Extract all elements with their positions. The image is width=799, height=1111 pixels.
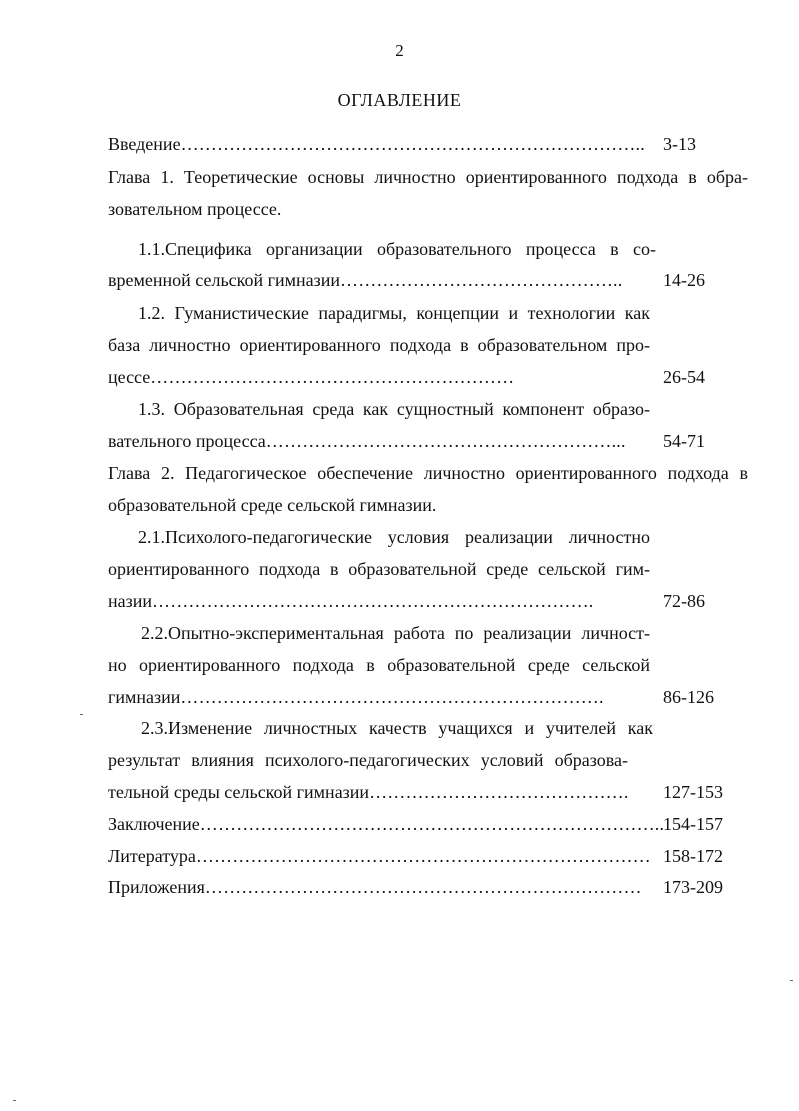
toc-entry-label: назии: [108, 591, 152, 611]
toc-entry-label: цессе: [108, 367, 151, 387]
toc-page-range: 154-157: [663, 814, 723, 834]
toc-page-range: 14-26: [663, 270, 705, 290]
toc-leader-dots: ……………………………………………………………….: [152, 591, 594, 611]
toc-leader-dots: ……………………………………………………: [150, 367, 515, 387]
toc-leader-dots: …………………………………………………………………..: [199, 814, 665, 834]
toc-page-range: 127-153: [663, 782, 723, 802]
toc-title: ОГЛАВЛЕНИЕ: [337, 90, 462, 110]
toc-entry-label: временной сельской гимназии: [108, 270, 341, 290]
page-number: 2: [395, 41, 404, 60]
toc-entry-label: Приложения: [108, 877, 205, 897]
section-2-2-line-1: 2.2.Опытно-экспериментальная работа по реализации личност-: [141, 623, 650, 643]
section-2-1-line-3: [108, 590, 594, 612]
scan-mark: [80, 714, 83, 715]
chapter-2-line-1: Глава 2. Педагогическое обеспечение личностно ориентированного подхода в: [108, 463, 748, 483]
toc-entry-label: Литература: [108, 846, 196, 866]
toc-page-range: 72-86: [663, 591, 705, 611]
scan-mark: [13, 1100, 16, 1101]
toc-page-range: 54-71: [663, 431, 705, 451]
section-2-2-line-2: но ориентированного подхода в образовательной среде сельской: [108, 655, 650, 675]
toc-leader-dots: …………………………………………………...: [265, 431, 626, 451]
section-1-2-line-3: [108, 366, 514, 388]
toc-entry-label: Заключение: [108, 814, 200, 834]
section-1-1-line-2: [108, 269, 622, 291]
section-2-3-line-1: 2.3.Изменение личностных качеств учащихся и учителей как: [141, 718, 653, 738]
toc-leader-dots: ………………………………………..: [340, 270, 623, 290]
section-2-3-line-2: результат влияния психолого-педагогических условий образова-: [108, 750, 628, 770]
toc-entry-label: Введение: [108, 134, 181, 154]
section-1-3-line-2: [108, 430, 626, 452]
section-2-1-line-1: 2.1.Психолого-педагогические условия реализации личностно: [138, 527, 650, 547]
toc-entry-literature: [108, 845, 651, 867]
toc-leader-dots: ………………………………………………………………: [204, 877, 642, 897]
section-2-1-line-2: ориентированного подхода в образовательной среде сельской гим-: [108, 559, 650, 579]
toc-page-range: 3-13: [663, 134, 696, 154]
scan-mark: [790, 980, 793, 981]
toc-leader-dots: …………………………………………………………….: [180, 687, 604, 707]
section-1-2-line-1: 1.2. Гуманистические парадигмы, концепции и технологии как: [138, 303, 650, 323]
toc-entry-label: вательного процесса: [108, 431, 266, 451]
chapter-1-line-2: зовательном процессе.: [108, 199, 282, 219]
section-1-2-line-2: база личностно ориентированного подхода в образовательном про-: [108, 335, 650, 355]
toc-page-range: 26-54: [663, 367, 705, 387]
toc-entry-label: тельной среды сельской гимназии: [108, 782, 370, 802]
toc-entry-appendix: [108, 876, 642, 898]
toc-page-range: 173-209: [663, 877, 723, 897]
chapter-2-line-2: образовательной среде сельской гимназии.: [108, 495, 437, 515]
section-1-1-line-1: 1.1.Специфика организации образовательного процесса в со-: [138, 239, 656, 259]
toc-entry-label: гимназии: [108, 687, 181, 707]
section-1-3-line-1: 1.3. Образовательная среда как сущностный компонент образо-: [138, 399, 650, 419]
section-2-3-line-3: [108, 781, 629, 803]
toc-page-range: 158-172: [663, 846, 723, 866]
toc-entry-conclusion: [108, 813, 664, 835]
chapter-1-line-1: Глава 1. Теоретические основы личностно ориентированного подхода в обра-: [108, 167, 748, 187]
section-2-2-line-3: [108, 686, 604, 708]
toc-page-range: 86-126: [663, 687, 714, 707]
toc-leader-dots: …………………………………….: [369, 782, 629, 802]
toc-leader-dots: …………………………………………………………………..: [180, 134, 645, 154]
toc-entry-intro: [108, 133, 645, 155]
toc-leader-dots: …………………………………………………………………: [195, 846, 651, 866]
